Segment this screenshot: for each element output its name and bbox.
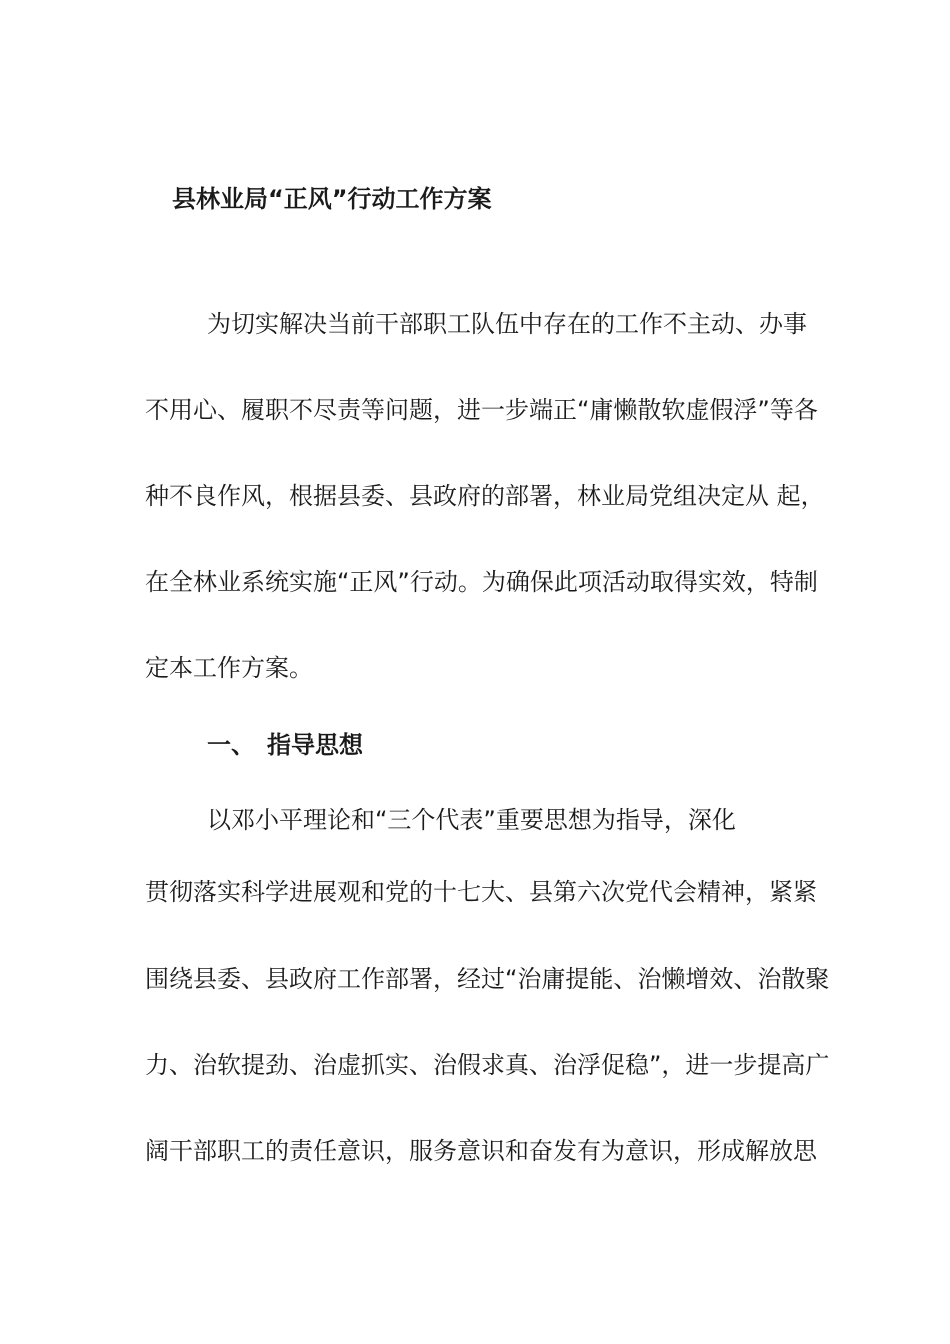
section-line: 阔干部职工的责任意识，服务意识和奋发有为意识，形成解放思 <box>145 1137 817 1165</box>
section-number: 一、 <box>207 731 255 759</box>
intro-line: 不用心、履职不尽责等问题，进一步端正“庸懒散软虚假浮”等各 <box>145 396 818 424</box>
intro-line: 定本工作方案。 <box>145 654 313 682</box>
intro-line: 在全林业系统实施“正风”行动。为确保此项活动取得实效，特制 <box>145 568 818 596</box>
section-line: 贯彻落实科学进展观和党的十七大、县第六次党代会精神，紧紧 <box>145 878 817 906</box>
section-heading <box>207 728 363 762</box>
document-title: 县林业局“正风”行动工作方案 <box>172 185 492 213</box>
section-line: 围绕县委、县政府工作部署，经过“治庸提能、治懒增效、治散聚 <box>145 965 830 993</box>
section-heading-text: 指导思想 <box>267 731 363 759</box>
intro-line: 种不良作风，根据县委、县政府的部署，林业局党组决定从 起， <box>145 482 825 510</box>
section-line: 以邓小平理论和“三个代表”重要思想为指导，深化 <box>207 806 736 834</box>
section-line: 力、治软提劲、治虚抓实、治假求真、治浮促稳”，进一步提高广 <box>145 1051 830 1079</box>
intro-line: 为切实解决当前干部职工队伍中存在的工作不主动、办事 <box>207 310 807 338</box>
